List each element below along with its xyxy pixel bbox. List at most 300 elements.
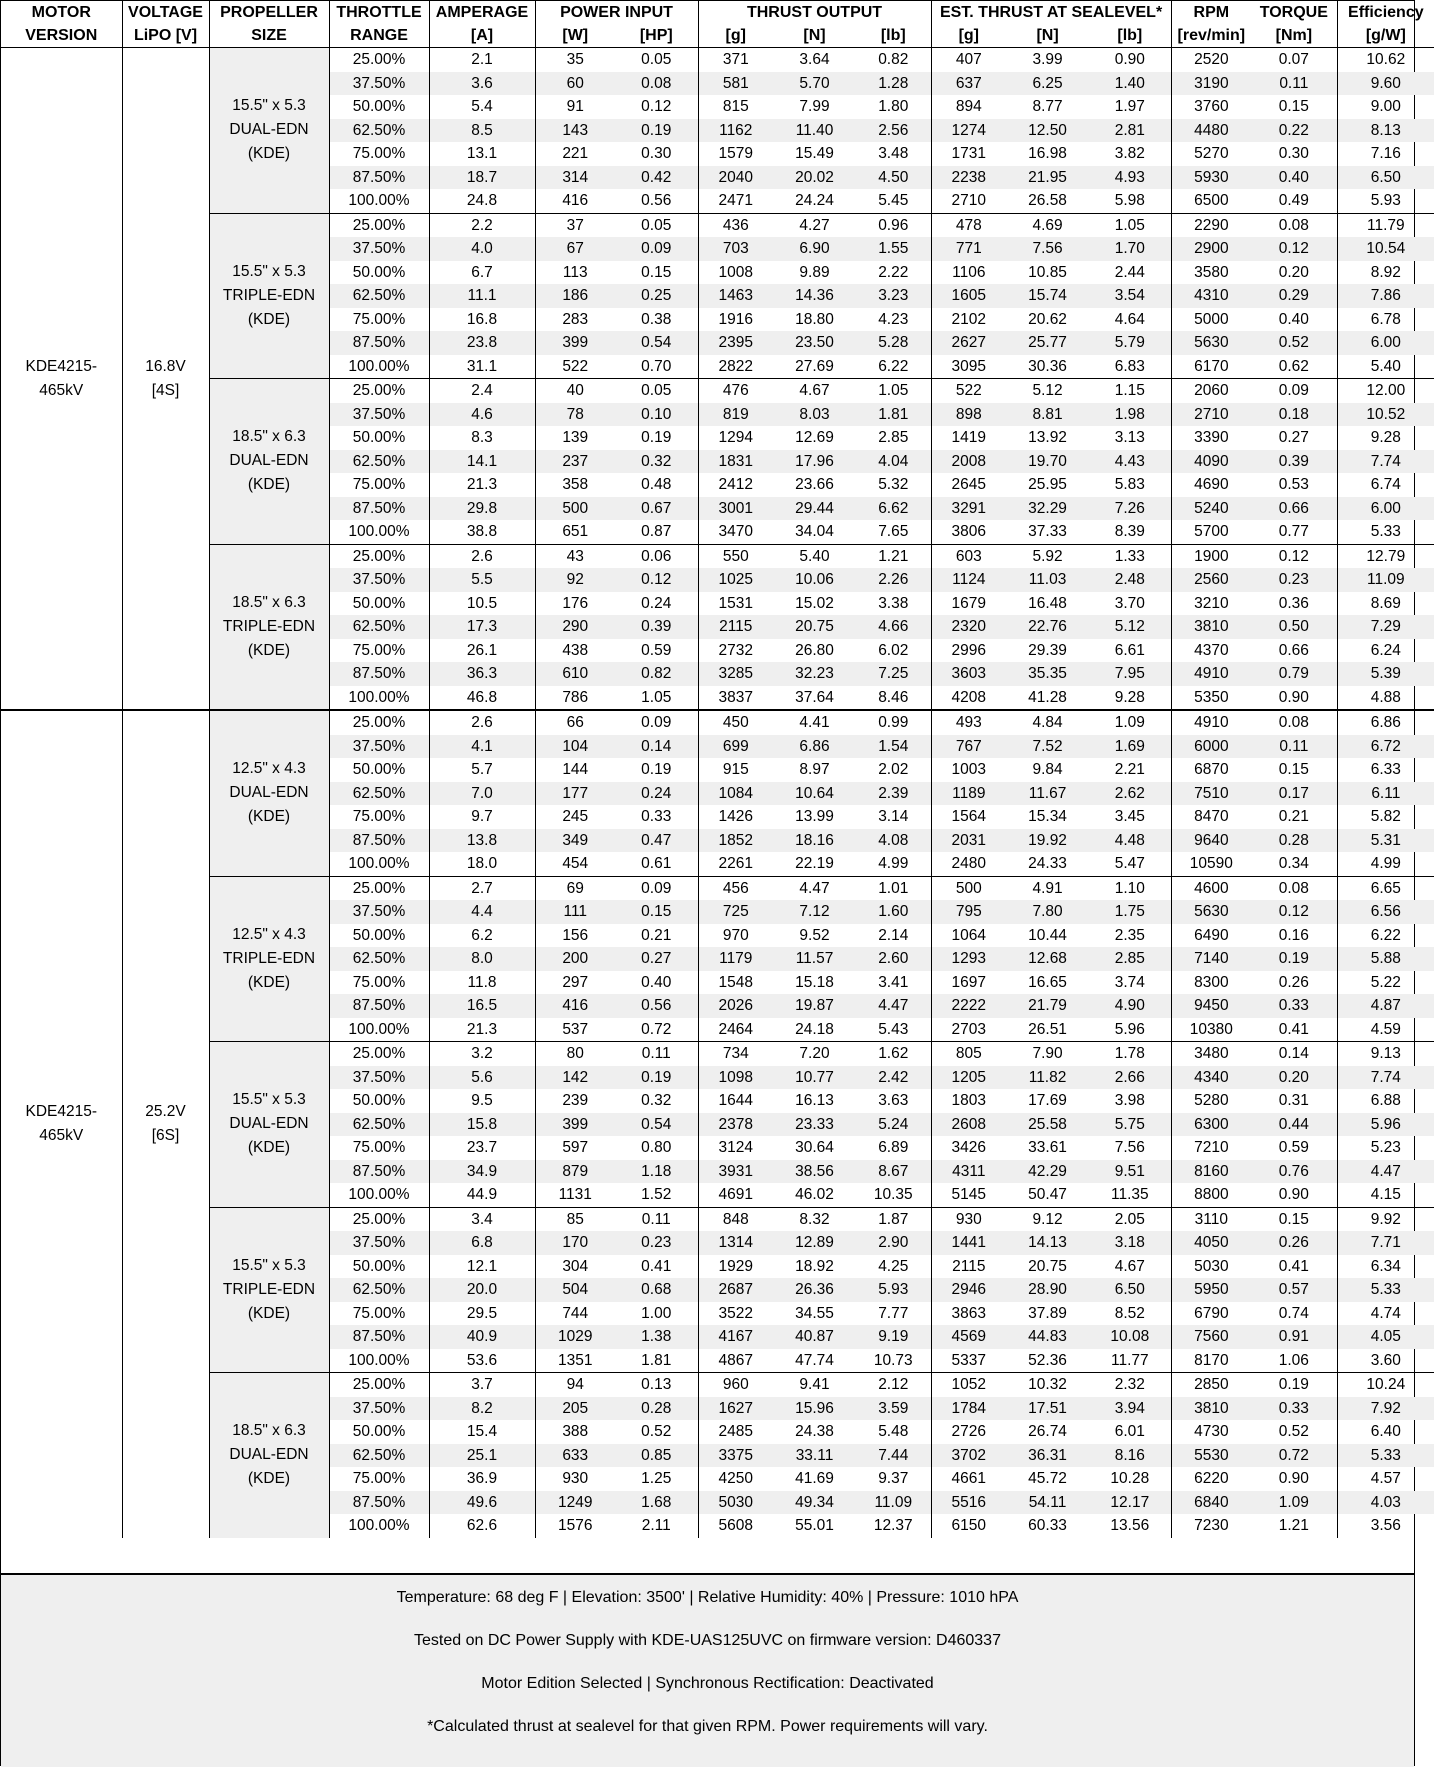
thrust-g-cell: 725 bbox=[698, 900, 773, 924]
torque-cell: 0.33 bbox=[1251, 994, 1337, 1018]
est-g-cell: 767 bbox=[931, 735, 1006, 759]
amperage-cell: 8.3 bbox=[429, 426, 535, 450]
thrust-n-cell: 5.70 bbox=[773, 72, 856, 96]
thrust-lb-cell: 10.35 bbox=[856, 1183, 931, 1207]
rpm-cell: 8300 bbox=[1194, 973, 1229, 991]
thrust-n-cell: 4.67 bbox=[773, 379, 856, 403]
efficiency-cell: 6.24 bbox=[1370, 641, 1401, 659]
est-n-cell: 29.39 bbox=[1028, 641, 1067, 659]
thrust-n-cell: 15.02 bbox=[795, 594, 834, 612]
propeller-label-line: (KDE) bbox=[247, 1470, 291, 1488]
throttle-cell: 75.00% bbox=[329, 639, 429, 663]
throttle-cell: 100.00% bbox=[329, 852, 429, 876]
thrust-g-cell: 4167 bbox=[698, 1325, 773, 1349]
efficiency-cell: 12.79 bbox=[1337, 544, 1434, 568]
voltage-line: [4S] bbox=[151, 381, 180, 399]
power-hp-cell: 0.56 bbox=[615, 994, 698, 1018]
torque-cell: 0.08 bbox=[1251, 710, 1337, 735]
est-lb-cell: 6.61 bbox=[1089, 639, 1171, 663]
power-hp-cell: 0.56 bbox=[615, 189, 698, 213]
torque-cell: 1.09 bbox=[1251, 1491, 1337, 1515]
throttle-cell: 75.00% bbox=[329, 1136, 429, 1160]
header-motor: MOTOR bbox=[1, 1, 122, 24]
rpm-cell: 6220 bbox=[1194, 1470, 1229, 1488]
est-n-cell: 17.51 bbox=[1006, 1397, 1089, 1421]
propeller-size-cell bbox=[209, 1042, 329, 1208]
est-n-cell: 9.12 bbox=[1006, 1207, 1089, 1231]
thrust-n-cell: 4.47 bbox=[773, 876, 856, 900]
motor-version-line: KDE4215- bbox=[25, 1103, 97, 1121]
throttle-cell: 75.00% bbox=[329, 473, 429, 497]
efficiency-cell: 6.65 bbox=[1337, 876, 1434, 900]
thrust-g-cell: 436 bbox=[698, 213, 773, 237]
thrust-n-cell: 10.77 bbox=[773, 1066, 856, 1090]
est-lb-cell: 2.81 bbox=[1089, 119, 1171, 143]
efficiency-cell: 7.71 bbox=[1337, 1231, 1434, 1255]
power-hp-cell: 0.10 bbox=[615, 403, 698, 427]
throttle-cell: 75.00% bbox=[329, 1302, 429, 1326]
thrust-n-cell: 23.66 bbox=[795, 476, 834, 494]
est-g-cell: 4569 bbox=[931, 1325, 1006, 1349]
thrust-lb-cell: 4.99 bbox=[856, 852, 931, 876]
header-power-w-unit: [W] bbox=[562, 27, 589, 44]
thrust-n-cell: 49.34 bbox=[773, 1491, 856, 1515]
rpm-cell: 9640 bbox=[1171, 829, 1251, 853]
power-w-cell: 399 bbox=[535, 331, 615, 355]
thrust-n-cell: 17.96 bbox=[773, 450, 856, 474]
torque-cell: 0.53 bbox=[1251, 473, 1337, 497]
est-g-cell: 894 bbox=[955, 98, 982, 116]
thrust-lb-cell: 2.56 bbox=[856, 119, 931, 143]
thrust-g-cell: 2378 bbox=[698, 1113, 773, 1137]
rpm-cell: 4600 bbox=[1171, 876, 1251, 900]
header-motor-sub: VERSION bbox=[1, 24, 122, 48]
amperage-cell: 5.4 bbox=[429, 95, 535, 119]
amperage-cell: 31.1 bbox=[429, 355, 535, 379]
power-hp-cell: 0.09 bbox=[615, 876, 698, 900]
efficiency-cell: 5.22 bbox=[1370, 973, 1401, 991]
power-w-cell: 237 bbox=[535, 450, 615, 474]
thrust-lb-cell: 0.96 bbox=[856, 213, 931, 237]
thrust-n-cell: 10.06 bbox=[773, 568, 856, 592]
power-hp-cell: 0.19 bbox=[615, 119, 698, 143]
amperage-cell: 16.8 bbox=[429, 308, 535, 332]
thrust-n-cell: 26.36 bbox=[773, 1278, 856, 1302]
propeller-size-cell bbox=[209, 544, 329, 710]
est-n-cell: 10.44 bbox=[1028, 926, 1067, 944]
thrust-g-cell: 1852 bbox=[698, 829, 773, 853]
thrust-g-cell: 456 bbox=[698, 876, 773, 900]
power-hp-cell: 0.52 bbox=[615, 1420, 698, 1444]
amperage-cell: 29.8 bbox=[429, 497, 535, 521]
header-throttle: THROTTLE bbox=[329, 1, 429, 24]
est-g-cell: 1274 bbox=[931, 119, 1006, 143]
thrust-g-cell: 371 bbox=[698, 48, 773, 72]
est-n-cell: 5.92 bbox=[1006, 544, 1089, 568]
power-hp-cell: 0.68 bbox=[615, 1278, 698, 1302]
power-w-cell: 358 bbox=[562, 476, 589, 494]
est-g-cell: 2946 bbox=[931, 1278, 1006, 1302]
throttle-cell: 75.00% bbox=[329, 308, 429, 332]
throttle-cell: 50.00% bbox=[329, 758, 429, 782]
throttle-cell: 62.50% bbox=[329, 1444, 429, 1468]
power-hp-cell: 0.33 bbox=[615, 805, 698, 829]
throttle-cell: 100.00% bbox=[329, 1349, 429, 1373]
torque-cell: 0.22 bbox=[1251, 119, 1337, 143]
torque-cell: 0.28 bbox=[1251, 829, 1337, 853]
power-w-cell: 1351 bbox=[558, 1351, 593, 1369]
est-n-cell: 19.70 bbox=[1006, 450, 1089, 474]
est-g-cell: 4311 bbox=[931, 1160, 1006, 1184]
rpm-cell: 6500 bbox=[1194, 192, 1229, 210]
est-g-cell: 805 bbox=[931, 1042, 1006, 1066]
throttle-cell: 100.00% bbox=[329, 1018, 429, 1042]
thrust-n-cell: 7.12 bbox=[773, 900, 856, 924]
footer-tested-on: Tested on DC Power Supply with KDE-UAS125UVC on firmware version: D460337 bbox=[414, 1632, 1001, 1649]
thrust-n-cell: 27.69 bbox=[795, 357, 834, 375]
throttle-cell: 62.50% bbox=[329, 450, 429, 474]
est-g-cell: 2645 bbox=[951, 476, 987, 494]
thrust-n-cell: 11.57 bbox=[773, 947, 856, 971]
efficiency-cell: 9.00 bbox=[1370, 98, 1401, 116]
thrust-n-cell: 10.64 bbox=[773, 782, 856, 806]
thrust-g-cell: 2687 bbox=[698, 1278, 773, 1302]
amperage-cell: 29.5 bbox=[429, 1302, 535, 1326]
est-n-cell: 11.82 bbox=[1006, 1066, 1089, 1090]
efficiency-cell: 6.00 bbox=[1337, 497, 1434, 521]
power-w-cell: 69 bbox=[535, 876, 615, 900]
amperage-cell: 18.0 bbox=[429, 852, 535, 876]
est-g-cell: 1189 bbox=[931, 782, 1006, 806]
thrust-lb-cell: 4.47 bbox=[856, 994, 931, 1018]
power-hp-cell: 0.32 bbox=[615, 450, 698, 474]
thrust-g-cell: 1294 bbox=[718, 429, 753, 447]
torque-cell: 0.72 bbox=[1251, 1444, 1337, 1468]
torque-cell: 0.52 bbox=[1251, 1420, 1337, 1444]
efficiency-cell: 4.59 bbox=[1370, 1020, 1401, 1038]
header-efficiency-unit: [g/W] bbox=[1365, 27, 1406, 44]
est-lb-cell: 10.08 bbox=[1089, 1325, 1171, 1349]
table-row bbox=[1, 213, 1434, 237]
amperage-cell: 6.8 bbox=[429, 1231, 535, 1255]
throttle-cell: 62.50% bbox=[329, 782, 429, 806]
amperage-cell: 36.3 bbox=[429, 662, 535, 686]
est-lb-cell: 3.82 bbox=[1089, 142, 1171, 166]
power-hp-cell: 0.40 bbox=[615, 971, 698, 995]
thrust-lb-cell: 0.99 bbox=[856, 710, 931, 735]
rpm-cell: 5530 bbox=[1171, 1444, 1251, 1468]
rpm-cell: 7560 bbox=[1171, 1325, 1251, 1349]
torque-cell: 0.34 bbox=[1251, 852, 1337, 876]
thrust-g-cell: 2115 bbox=[698, 615, 773, 639]
rpm-cell: 5700 bbox=[1194, 523, 1229, 541]
thrust-g-cell: 1426 bbox=[718, 808, 753, 826]
power-w-cell: 186 bbox=[535, 284, 615, 308]
est-lb-cell: 1.75 bbox=[1089, 900, 1171, 924]
thrust-lb-cell: 2.12 bbox=[856, 1373, 931, 1397]
power-w-cell: 37 bbox=[535, 213, 615, 237]
propeller-label-line: DUAL-EDN bbox=[229, 1115, 309, 1133]
rpm-cell: 4340 bbox=[1171, 1066, 1251, 1090]
header-amperage: AMPERAGE bbox=[429, 1, 535, 24]
est-lb-cell: 7.26 bbox=[1089, 497, 1171, 521]
thrust-lb-cell: 1.21 bbox=[856, 544, 931, 568]
torque-cell: 0.40 bbox=[1251, 166, 1337, 190]
est-g-cell: 2996 bbox=[951, 641, 987, 659]
amperage-cell: 36.9 bbox=[429, 1467, 535, 1491]
efficiency-cell: 6.34 bbox=[1370, 1257, 1401, 1275]
header-propeller-sub: SIZE bbox=[209, 24, 329, 48]
est-g-cell: 1731 bbox=[951, 145, 987, 163]
torque-cell: 0.33 bbox=[1251, 1397, 1337, 1421]
rpm-cell: 8800 bbox=[1194, 1186, 1229, 1204]
thrust-lb-cell: 6.02 bbox=[856, 639, 931, 663]
thrust-g-cell: 2040 bbox=[698, 166, 773, 190]
torque-cell: 0.18 bbox=[1251, 403, 1337, 427]
thrust-n-cell: 5.40 bbox=[773, 544, 856, 568]
rpm-cell: 6790 bbox=[1194, 1304, 1229, 1322]
thrust-n-cell: 9.52 bbox=[799, 926, 830, 944]
est-g-cell: 1205 bbox=[931, 1066, 1006, 1090]
efficiency-cell: 6.56 bbox=[1337, 900, 1434, 924]
thrust-g-cell: 2026 bbox=[698, 994, 773, 1018]
est-n-cell: 4.84 bbox=[1006, 710, 1089, 735]
est-lb-cell: 11.35 bbox=[1089, 1183, 1171, 1207]
power-w-cell: 221 bbox=[562, 145, 589, 163]
efficiency-cell: 9.92 bbox=[1337, 1207, 1434, 1231]
throttle-cell: 100.00% bbox=[329, 189, 429, 213]
est-n-cell: 16.65 bbox=[1028, 973, 1067, 991]
est-lb-cell: 9.51 bbox=[1089, 1160, 1171, 1184]
power-w-cell: 1576 bbox=[558, 1517, 593, 1535]
power-w-cell: 304 bbox=[562, 1257, 589, 1275]
est-lb-cell: 1.33 bbox=[1089, 544, 1171, 568]
thrust-g-cell: 4867 bbox=[718, 1351, 753, 1369]
power-hp-cell: 0.12 bbox=[615, 95, 698, 119]
propeller-label-line: (KDE) bbox=[247, 476, 291, 494]
rpm-cell: 5630 bbox=[1171, 900, 1251, 924]
thrust-g-cell: 3522 bbox=[718, 1304, 753, 1322]
thrust-g-cell: 1579 bbox=[718, 145, 753, 163]
power-hp-cell: 0.59 bbox=[615, 639, 698, 663]
power-hp-cell: 0.19 bbox=[615, 426, 698, 450]
est-n-cell: 8.77 bbox=[1032, 98, 1063, 116]
table-row bbox=[1, 876, 1434, 900]
thrust-n-cell: 3.64 bbox=[773, 48, 856, 72]
est-n-cell: 16.48 bbox=[1028, 594, 1067, 612]
thrust-g-cell: 819 bbox=[698, 403, 773, 427]
propeller-label-line: 18.5" x 6.3 bbox=[232, 428, 306, 446]
est-lb-cell: 9.28 bbox=[1089, 686, 1171, 711]
est-lb-cell: 1.98 bbox=[1089, 403, 1171, 427]
thrust-g-cell: 1179 bbox=[698, 947, 773, 971]
thrust-lb-cell: 0.82 bbox=[856, 48, 931, 72]
est-g-cell: 637 bbox=[931, 72, 1006, 96]
propeller-label-line: DUAL-EDN bbox=[229, 452, 309, 470]
amperage-cell: 4.6 bbox=[429, 403, 535, 427]
est-lb-cell: 6.50 bbox=[1089, 1278, 1171, 1302]
est-n-cell: 17.69 bbox=[1028, 1092, 1067, 1110]
efficiency-cell: 5.33 bbox=[1337, 1278, 1434, 1302]
power-hp-cell: 0.05 bbox=[615, 213, 698, 237]
torque-cell: 0.26 bbox=[1251, 971, 1337, 995]
power-w-cell: 142 bbox=[535, 1066, 615, 1090]
thrust-n-cell: 29.44 bbox=[773, 497, 856, 521]
header-voltage-sub: LiPO [V] bbox=[122, 24, 209, 48]
power-w-cell: 349 bbox=[535, 829, 615, 853]
thrust-g-cell: 915 bbox=[722, 761, 749, 779]
amperage-cell: 2.4 bbox=[429, 379, 535, 403]
efficiency-cell: 5.23 bbox=[1370, 1139, 1401, 1157]
est-n-cell: 15.74 bbox=[1006, 284, 1089, 308]
rpm-cell: 8170 bbox=[1194, 1351, 1229, 1369]
thrust-g-cell: 1531 bbox=[718, 594, 753, 612]
throttle-cell: 37.50% bbox=[329, 1231, 429, 1255]
torque-cell: 0.66 bbox=[1251, 639, 1337, 663]
efficiency-cell: 6.40 bbox=[1370, 1423, 1401, 1441]
torque-cell: 0.50 bbox=[1251, 615, 1337, 639]
motor-version-line: KDE4215- bbox=[25, 357, 97, 375]
thrust-n-cell: 18.80 bbox=[795, 310, 834, 328]
throttle-cell: 87.50% bbox=[329, 331, 429, 355]
est-lb-cell: 5.79 bbox=[1089, 331, 1171, 355]
power-hp-cell: 0.08 bbox=[615, 72, 698, 96]
throttle-cell: 25.00% bbox=[329, 213, 429, 237]
est-g-cell: 493 bbox=[931, 710, 1006, 735]
thrust-g-cell: 550 bbox=[698, 544, 773, 568]
thrust-lb-cell: 2.85 bbox=[856, 426, 931, 450]
throttle-cell: 62.50% bbox=[329, 947, 429, 971]
efficiency-cell: 4.57 bbox=[1370, 1470, 1401, 1488]
propeller-label-line: (KDE) bbox=[247, 145, 291, 163]
thrust-lb-cell: 7.77 bbox=[856, 1302, 931, 1326]
power-hp-cell: 1.05 bbox=[615, 686, 698, 711]
thrust-lb-cell: 3.41 bbox=[856, 971, 931, 995]
propeller-label-line: TRIPLE-EDN bbox=[222, 286, 316, 304]
est-g-cell: 1003 bbox=[951, 761, 987, 779]
thrust-lb-cell: 3.48 bbox=[856, 142, 931, 166]
est-g-cell: 3702 bbox=[931, 1444, 1006, 1468]
power-w-cell: 66 bbox=[535, 710, 615, 735]
est-g-cell: 3291 bbox=[931, 497, 1006, 521]
propeller-label-line: 15.5" x 5.3 bbox=[232, 1091, 306, 1109]
footer-edition: Motor Edition Selected | Synchronous Rectification: Deactivated bbox=[481, 1675, 934, 1692]
power-hp-cell: 0.25 bbox=[615, 284, 698, 308]
est-g-cell: 2627 bbox=[931, 331, 1006, 355]
throttle-cell: 37.50% bbox=[329, 900, 429, 924]
rpm-cell: 2520 bbox=[1171, 48, 1251, 72]
throttle-cell: 37.50% bbox=[329, 403, 429, 427]
torque-cell: 0.44 bbox=[1251, 1113, 1337, 1137]
rpm-cell: 2850 bbox=[1171, 1373, 1251, 1397]
est-lb-cell: 2.44 bbox=[1089, 261, 1171, 285]
est-n-cell: 15.34 bbox=[1028, 808, 1067, 826]
propeller-label-line: (KDE) bbox=[247, 1139, 291, 1157]
est-g-cell: 500 bbox=[931, 876, 1006, 900]
rpm-cell: 3760 bbox=[1194, 98, 1229, 116]
propeller-size-cell bbox=[209, 876, 329, 1042]
header-voltage: VOLTAGE bbox=[122, 1, 209, 24]
est-lb-cell: 1.78 bbox=[1089, 1042, 1171, 1066]
thrust-lb-cell: 1.87 bbox=[856, 1207, 931, 1231]
efficiency-cell: 9.28 bbox=[1370, 429, 1401, 447]
power-hp-cell: 0.19 bbox=[615, 1066, 698, 1090]
thrust-g-cell: 1314 bbox=[698, 1231, 773, 1255]
efficiency-cell: 5.31 bbox=[1337, 829, 1434, 853]
torque-cell: 0.30 bbox=[1251, 142, 1337, 166]
power-w-cell: 651 bbox=[562, 523, 589, 541]
voltage-line: 25.2V bbox=[145, 1103, 186, 1121]
torque-cell: 0.19 bbox=[1251, 1373, 1337, 1397]
table-row bbox=[1, 1207, 1434, 1231]
amperage-cell: 5.7 bbox=[429, 758, 535, 782]
est-lb-cell: 2.66 bbox=[1089, 1066, 1171, 1090]
thrust-n-cell: 12.89 bbox=[773, 1231, 856, 1255]
amperage-cell: 6.2 bbox=[429, 924, 535, 948]
rpm-cell: 2560 bbox=[1171, 568, 1251, 592]
est-n-cell: 25.58 bbox=[1006, 1113, 1089, 1137]
efficiency-cell: 4.03 bbox=[1337, 1491, 1434, 1515]
power-hp-cell: 0.09 bbox=[615, 710, 698, 735]
efficiency-cell: 7.29 bbox=[1337, 615, 1434, 639]
throttle-cell: 37.50% bbox=[329, 1066, 429, 1090]
power-w-cell: 597 bbox=[562, 1139, 589, 1157]
propeller-label-line: DUAL-EDN bbox=[229, 1446, 309, 1464]
thrust-g-cell: 2485 bbox=[718, 1423, 753, 1441]
amperage-cell: 6.7 bbox=[429, 261, 535, 285]
est-n-cell: 26.51 bbox=[1028, 1020, 1067, 1038]
power-w-cell: 399 bbox=[535, 1113, 615, 1137]
est-lb-cell: 1.05 bbox=[1089, 213, 1171, 237]
est-g-cell: 1679 bbox=[951, 594, 987, 612]
est-n-cell: 13.92 bbox=[1028, 429, 1067, 447]
motor-version-line: 465kV bbox=[39, 1127, 84, 1145]
torque-cell: 0.12 bbox=[1251, 900, 1337, 924]
est-n-cell: 11.67 bbox=[1006, 782, 1089, 806]
thrust-n-cell: 14.36 bbox=[773, 284, 856, 308]
header-torque-unit: [Nm] bbox=[1251, 24, 1337, 48]
est-g-cell: 795 bbox=[931, 900, 1006, 924]
throttle-cell: 100.00% bbox=[329, 686, 429, 711]
propeller-size-cell bbox=[209, 48, 329, 214]
throttle-cell: 37.50% bbox=[329, 72, 429, 96]
amperage-cell: 13.1 bbox=[429, 142, 535, 166]
header-rpm-unit: [rev/min] bbox=[1177, 27, 1246, 44]
torque-cell: 0.62 bbox=[1251, 355, 1337, 379]
rpm-cell: 5240 bbox=[1171, 497, 1251, 521]
thrust-n-cell: 7.99 bbox=[799, 98, 830, 116]
power-hp-cell: 0.11 bbox=[615, 1207, 698, 1231]
rpm-cell: 2710 bbox=[1171, 403, 1251, 427]
efficiency-cell: 4.88 bbox=[1370, 688, 1401, 706]
rpm-cell: 3480 bbox=[1171, 1042, 1251, 1066]
amperage-cell: 5.5 bbox=[429, 568, 535, 592]
power-hp-cell: 0.54 bbox=[615, 331, 698, 355]
est-lb-cell: 2.32 bbox=[1089, 1373, 1171, 1397]
est-g-cell: 2031 bbox=[931, 829, 1006, 853]
thrust-lb-cell: 1.28 bbox=[856, 72, 931, 96]
est-g-cell: 2480 bbox=[951, 855, 987, 873]
performance-table bbox=[1, 1, 1434, 1538]
est-lb-cell: 2.48 bbox=[1089, 568, 1171, 592]
thrust-g-cell: 1548 bbox=[718, 973, 753, 991]
power-w-cell: 67 bbox=[535, 237, 615, 261]
thrust-g-cell: 848 bbox=[698, 1207, 773, 1231]
thrust-n-cell: 4.41 bbox=[773, 710, 856, 735]
efficiency-cell: 11.79 bbox=[1337, 213, 1434, 237]
torque-cell: 0.90 bbox=[1251, 686, 1337, 711]
est-lb-cell: 7.95 bbox=[1089, 662, 1171, 686]
